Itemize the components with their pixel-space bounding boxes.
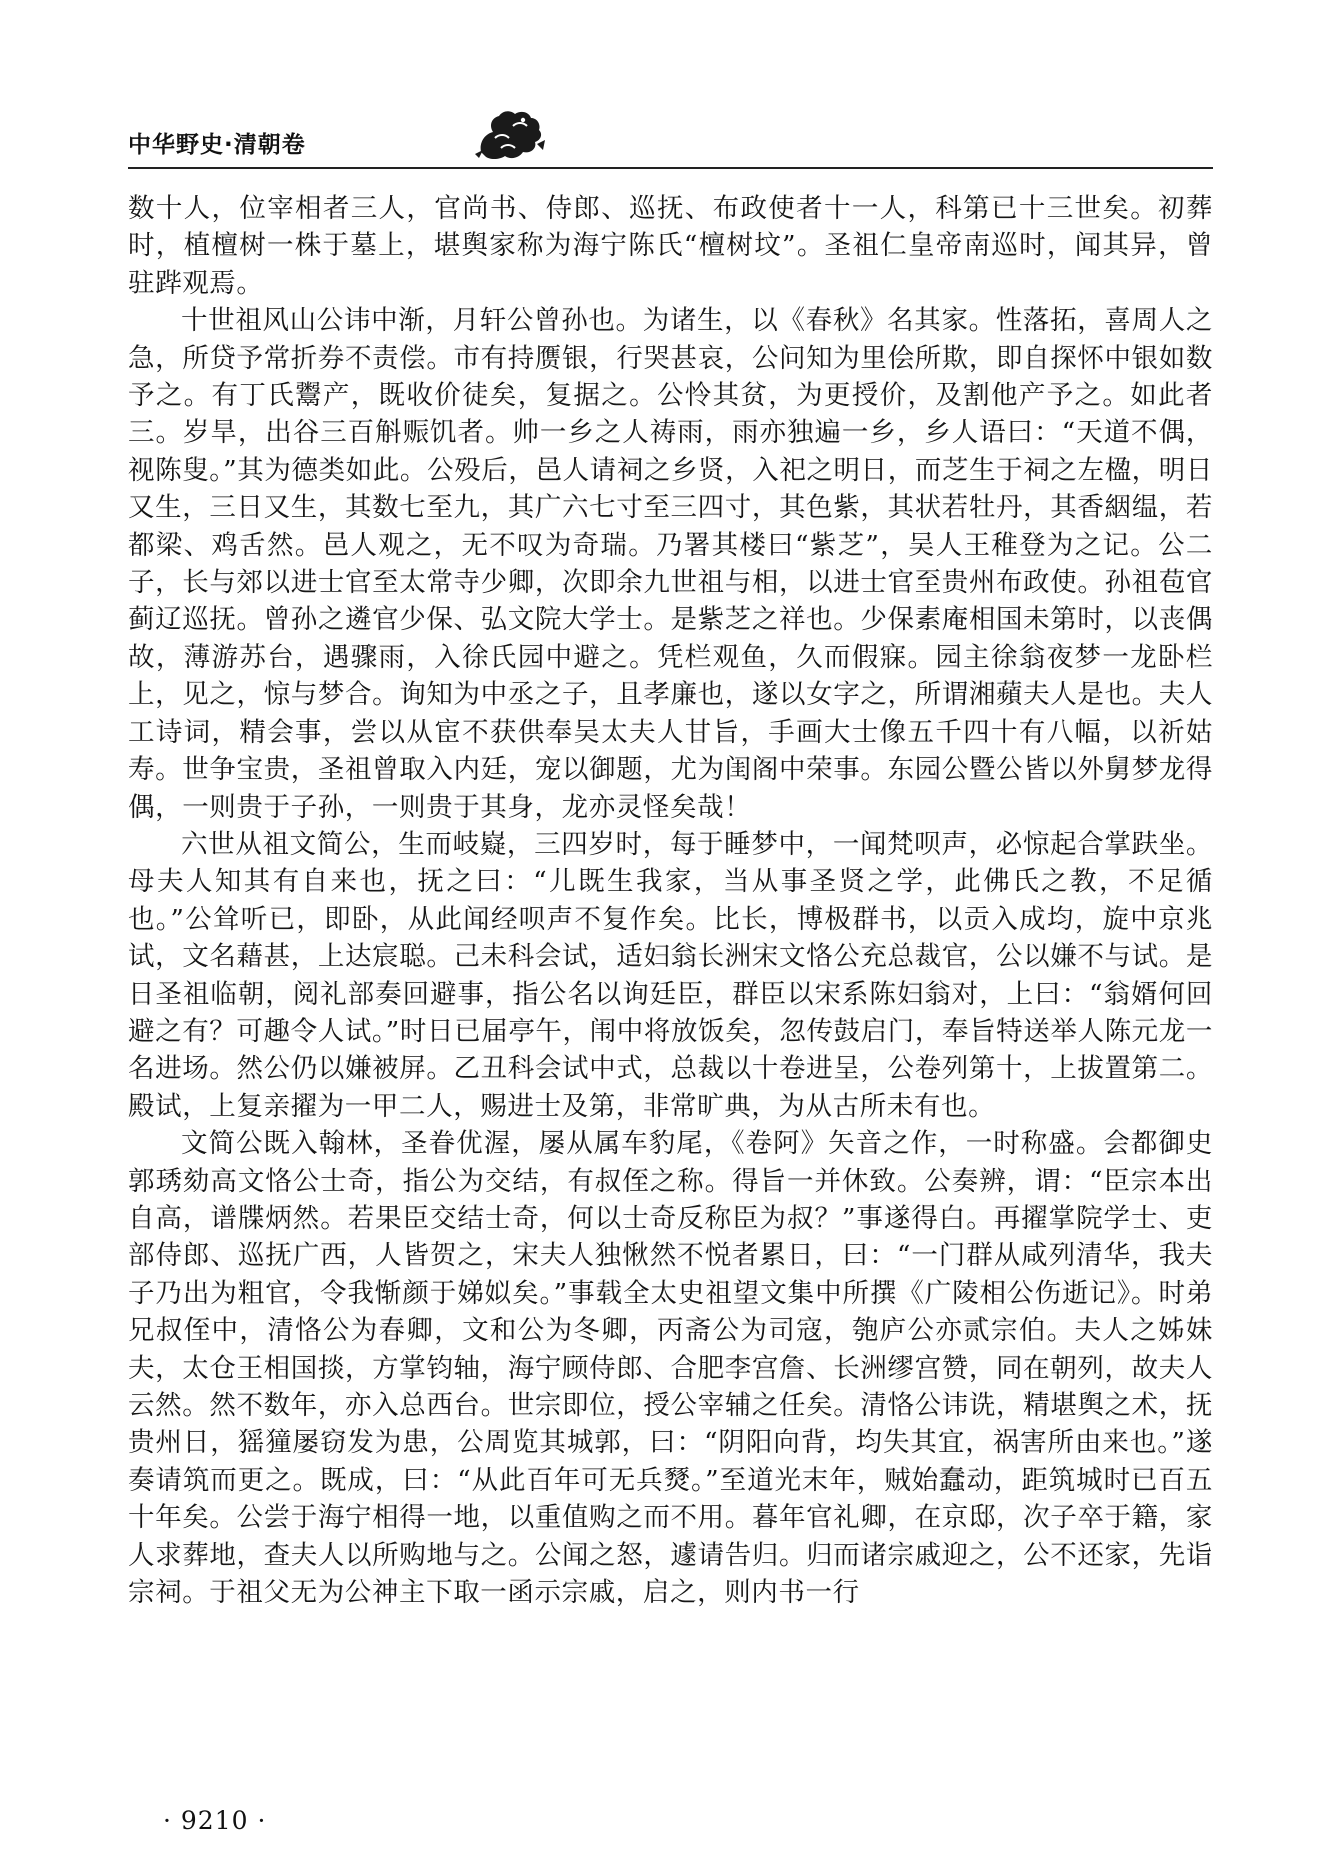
header-rule bbox=[128, 167, 1213, 169]
page-number: · 9210 · bbox=[163, 1806, 267, 1835]
paragraph: 文简公既入翰林，圣眷优渥，屡从属车豹尾，《卷阿》矢音之作，一时称盛。会都御史郭琇劾高文恪公士奇，指公为交结，有叔侄之称。得旨一并休致。公奏辨，谓：“臣宗本出自高，谱牒炳然。若果臣交结士奇，何以士奇反称臣为叔？”事遂得白。再擢掌院学士、吏部侍郎、巡抚广西，人皆贺之，宋夫人独愀然不悦者累日，曰：“一门群从咸列清华，我夫子乃出为粗官，令我惭颜于娣姒矣。”事载全太史祖望文集中所撰《广陵相公伤逝记》。时弟兄叔侄中，清恪公为春卿，文和公为冬卿，丙斋公为司寇，匏庐公亦贰宗伯。夫人之姊妹夫，太仓王相国掞，方掌钧轴，海宁顾侍郎、合肥李宫詹、长洲缪宫赞，同在朝列，故夫人云然。然不数年，亦入总西台。世宗即位，授公宰辅之任矣。清恪公讳诜，精堪舆之术，抚贵州日，猺獞屡窃发为患，公周览其城郭，曰：“阴阳向背，均失其宜，祸害所由来也。”遂奏请筑而更之。既成，曰：“从此百年可无兵燹。”至道光末年，贼始蠢动，距筑城时已百五十年矣。公尝于海宁相得一地，以重值购之而不用。暮年官礼卿，在京邸，次子卒于籍，家人求葬地，查夫人以所购地与之。公闻之怒，遽请告归。归而诸宗戚迎之，公不还家，先诣宗祠。于祖父无为公神主下取一函示宗戚，启之，则内书一行 bbox=[128, 1128, 1213, 1609]
book-title: 中华野史·清朝卷 bbox=[128, 132, 306, 158]
body-text bbox=[128, 190, 1213, 1611]
paragraph: 数十人，位宰相者三人，官尚书、侍郎、巡抚、布政使者十一人，科第已十三世矣。初葬时，植檀树一株于墓上，堪舆家称为海宁陈氏“檀树坟”。圣祖仁皇帝南巡时，闻其异，曾驻跸观焉。 bbox=[128, 193, 1213, 299]
paragraph: 六世从祖文简公，生而岐嶷，三四岁时，每于睡梦中，一闻梵呗声，必惊起合掌趺坐。母夫人知其有自来也，抚之曰：“儿既生我家，当从事圣贤之学，此佛氏之教，不足循也。”公耸听已，即卧，从此闻经呗声不复作矣。比长，博极群书，以贡入成均，旋中京兆试，文名藉甚，上达宸聪。己未科会试，适妇翁长洲宋文恪公充总裁官，公以嫌不与试。是日圣祖临朝，阅礼部奏回避事，指公名以询廷臣，群臣以宋系陈妇翁对，上曰：“翁婿何回避之有？可趣令人试。”时日已届亭午，闱中将放饭矣，忽传鼓启门，奉旨特送举人陈元龙一名进场。然公仍以嫌被屏。乙丑科会试中式，总裁以十卷进呈，公卷列第十，上拔置第二。殿试，上复亲擢为一甲二人，赐进士及第，非常旷典，为从古所未有也。 bbox=[128, 828, 1213, 1122]
paragraph: 十世祖风山公讳中渐，月轩公曾孙也。为诸生，以《春秋》名其家。性落拓，喜周人之急，所贷予常折券不责偿。市有持赝银，行哭甚哀，公问知为里侩所欺，即自探怀中银如数予之。有丁氏鬻产，既收价徒矣，复据之。公怜其贫，为更授价，及割他产予之。如此者三。岁旱，出谷三百斛赈饥者。帅一乡之人祷雨，雨亦独遍一乡，乡人语曰：“天道不偶，视陈叟。”其为德类如此。公殁后，邑人请祠之乡贤，入祀之明日，而芝生于祠之左楹，明日又生，三日又生，其数七至九，其广六七寸至三四寸，其色紫，其状若牡丹，其香絪缊，若都梁、鸡舌然。邑人观之，无不叹为奇瑞。乃署其楼曰“紫芝”，吴人王稚登为之记。公二子，长与郊以进士官至太常寺少卿，次即余九世祖与相，以进士官至贵州布政使。孙祖苞官蓟辽巡抚。曾孙之遴官少保、弘文院大学士。是紫芝之祥也。少保素庵相国未第时，以丧偶故，薄游苏台，遇骤雨，入徐氏园中避之。凭栏观鱼，久而假寐。园主徐翁夜梦一龙卧栏上，见之，惊与梦合。询知为中丞之子，且孝廉也，遂以女字之，所谓湘蘋夫人是也。夫人工诗词，精会事，尝以从宦不获供奉吴太夫人甘旨，手画大士像五千四十有八幅，以祈姑寿。世争宝贵，圣祖曾取入内廷，宠以御题，尤为闺阁中荣事。东园公暨公皆以外舅梦龙得偶，一则贵于子孙，一则贵于其身，龙亦灵怪矣哉！ bbox=[128, 305, 1213, 823]
running-header bbox=[128, 104, 1213, 164]
dragon-ornament-icon bbox=[471, 104, 547, 164]
